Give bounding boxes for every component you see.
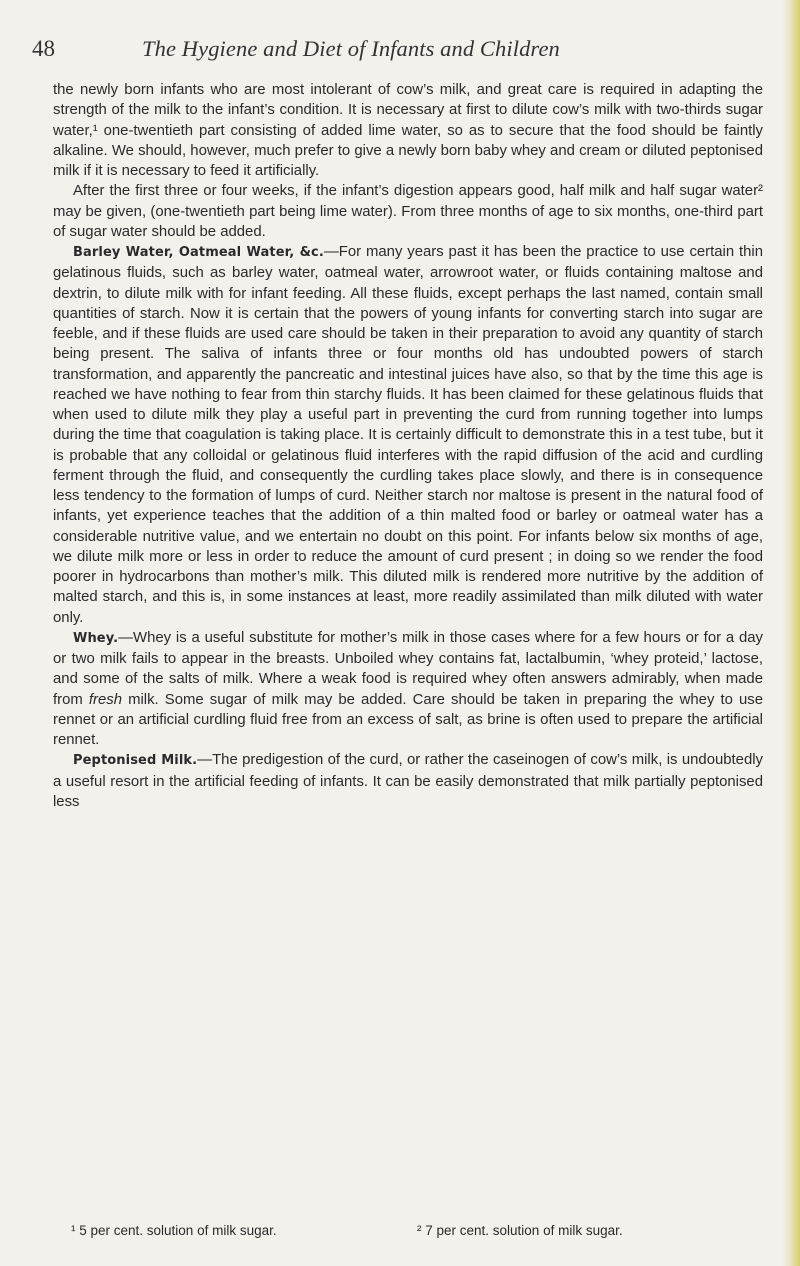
- paragraph-whey-text-a: —Whey is a useful substitute for mother’s milk in those cases where for a few hours or for a day or two milk fails to appear in the breasts. Unboiled whey contains fat, lactalbumin, ‘whey proteid,’ lactose, and some of the salts of milk. Where a weak food is required whey often answers admirably, when made from: [53, 629, 763, 708]
- page-header: [32, 36, 772, 66]
- paragraph-2: After the first three or four weeks, if the infant’s digestion appears good, half milk and half sugar water² may be given, (one-twentieth part being lime water). From three months of age to six months, one-third part of sugar water should be added.: [53, 183, 763, 240]
- paragraph-1: the newly born infants who are most intolerant of cow’s milk, and great care is required in adapting the strength of the milk to the infant’s condition. It is necessary at first to dilute cow’s milk with two-thirds sugar water,¹ one-twentieth part consisting of added lime water, so as to secure that the food should be faintly alkaline. We should, however, much prefer to give a newly born baby whey and cream or diluted peptonised milk if it is necessary to feed it artificially.: [53, 82, 763, 179]
- section-heading-whey: Whey.: [73, 630, 119, 646]
- paragraph-whey-italic: fresh: [88, 691, 122, 708]
- paragraph-peptonised-milk: [53, 750, 763, 812]
- paragraph-barley-water-text: —For many years past it has been the practice to use certain thin gelatinous fluids, such as barley water, oatmeal water, arrowroot water, or fluids containing maltose and dextrin, to dilute milk with for infant feeding. All these fluids, except perhaps the last named, contain small quantities of starch. Now it is certain that the powers of young infants for converting starch into sugar are feeble, and if these fluids are used care should be taken in their preparation to avoid any quantity of starch being present. The saliva of infants three or four months old has undoubted powers of starch transformation, and apparently the pancreatic and intestinal juices have also, so that by the time this age is reached we have nothing to fear from thin starchy fluids. It has been claimed for these gelatinous fluids that when used to dilute milk they play a useful part in preventing the curd from running together into lumps during the time that coagulation is taking place. It is certainly difficult to demonstrate this in a test tube, but it is probable that any colloidal or gelatinous fluid interferes with the rapid diffusion of the acid and curdling ferment through the fluid, and consequently the curdling takes place slowly, and there is in consequence less tendency to the formation of lumps of curd. Neither starch nor maltose is present in the natural food of infants, yet experience teaches that the addition of a thin malted food or barley or oatmeal water has a considerable nutritive value, and we entertain no doubt on this point. For infants below six months of age, we dilute milk more or less in order to reduce the amount of curd present ; in doing so we render the food poorer in hydrocarbons than mother’s milk. This diluted milk is rendered more nutritive by the addition of malted starch, and this is, in some instances at least, more readily assimilated than milk diluted with water only.: [53, 244, 764, 626]
- page-number: 48: [32, 36, 55, 61]
- footnote-1: ¹ 5 per cent. solution of milk sugar.: [71, 1223, 277, 1238]
- paragraph-peptonised-milk-text: —The predigestion of the curd, or rather the caseinogen of cow’s milk, is undoubtedly a useful resort in the artificial feeding of infants. It can be easily demonstrated that milk partially peptonised less: [53, 752, 763, 810]
- paragraph-barley-water: [53, 242, 763, 628]
- body-text: [53, 80, 763, 812]
- paragraph-whey: [53, 628, 763, 751]
- page-edge: [782, 0, 800, 1266]
- paragraph-whey-text-b: milk. Some sugar of milk may be added. Care should be taken in preparing the whey to use rennet or an artificial curdling fluid free from an excess of salt, as brine is often used to prepare the artificial rennet.: [53, 691, 763, 748]
- section-heading-barley-water: Barley Water, Oatmeal Water, &c.: [73, 245, 324, 260]
- section-heading-peptonised-milk: Peptonised Milk.: [73, 753, 198, 769]
- footnote-2: ² 7 per cent. solution of milk sugar.: [417, 1223, 623, 1238]
- running-title: The Hygiene and Diet of Infants and Children: [142, 36, 560, 61]
